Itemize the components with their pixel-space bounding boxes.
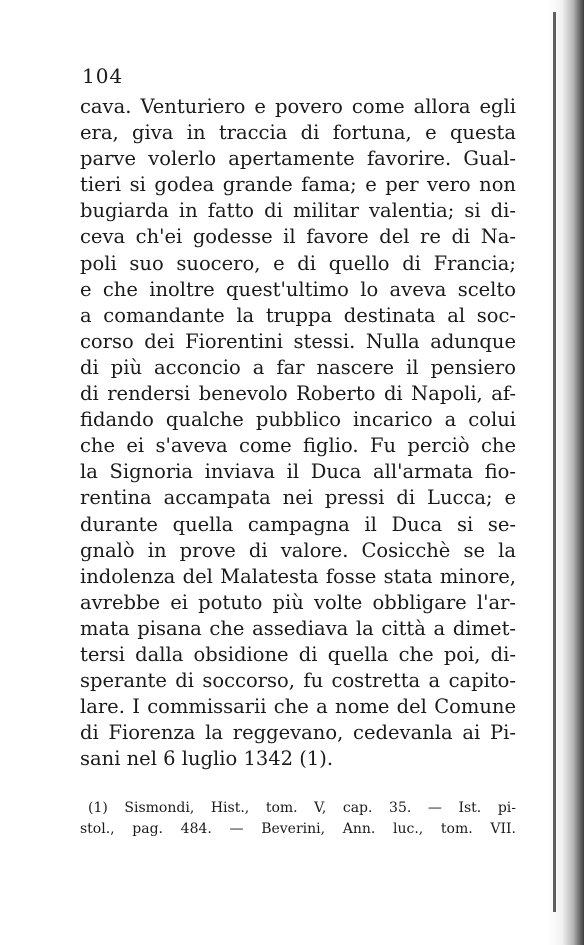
- body-line: cava. Venturiero e povero come allora egli: [80, 95, 516, 118]
- body-line: bugiarda in fatto di militar valentia; si di-: [80, 199, 516, 223]
- footnotes: [80, 798, 516, 840]
- body-line: di rendersi benevolo Roberto di Napoli, af-: [80, 382, 516, 406]
- body-line: di più acconcio a far nascere il pensiero: [80, 355, 516, 379]
- body-line: corso dei Fiorentini stessi. Nulla adunque: [80, 329, 516, 353]
- body-line: tieri si godea grande fama; e per vero non: [80, 173, 516, 197]
- body-line: sperante di soccorso, fu costretta a capito-: [80, 669, 516, 693]
- body-line: indolenza del Malatesta fosse stata minore,: [80, 564, 516, 588]
- body-line: sani nel 6 luglio 1342 (1).: [80, 747, 334, 771]
- body-line: durante quella campagna il Duca si se-: [80, 512, 516, 536]
- footnote-line: stol., pag. 484. — Beverini, Ann. luc., tom. VII.: [80, 821, 516, 837]
- body-line: la Signoria inviava il Duca all'armata fio-: [80, 460, 516, 484]
- page-number: 104: [82, 64, 124, 88]
- body-line: fidando qualche pubblico incarico a colui: [80, 408, 516, 432]
- binding-edge-line: [553, 12, 556, 912]
- body-line: e che inoltre quest'ultimo lo aveva scelto: [80, 277, 516, 301]
- footnote-line: (1) Sismondi, Hist., tom. V, cap. 35. — Ist. pi-: [88, 800, 516, 816]
- body-line: poli suo suocero, e di quello di Francia;: [80, 251, 516, 275]
- body-line: ceva ch'ei godesse il favore del re di Na-: [80, 225, 516, 249]
- body-line: avrebbe ei potuto più volte obbligare l'ar-: [80, 590, 516, 614]
- body-line: era, giva in traccia di fortuna, e questa: [80, 121, 516, 145]
- body-text: [80, 94, 516, 772]
- body-line: lare. I commissarii che a nome del Comune: [80, 695, 516, 719]
- body-line: di Fiorenza la reggevano, cedevanla ai Pi-: [80, 721, 516, 745]
- body-line: a comandante la truppa destinata al soc-: [80, 303, 516, 327]
- body-line: che ei s'aveva come figlio. Fu perciò che: [80, 434, 516, 458]
- body-line: rentina accampata nei pressi di Lucca; e: [80, 486, 516, 510]
- body-line: parve volerlo apertamente favorire. Gual-: [80, 147, 516, 171]
- body-line: gnalò in prove di valore. Cosicchè se la: [80, 538, 516, 562]
- body-line: mata pisana che assediava la città a dimet-: [80, 616, 516, 640]
- body-line: tersi dalla obsidione di quella che poi, di-: [80, 642, 516, 666]
